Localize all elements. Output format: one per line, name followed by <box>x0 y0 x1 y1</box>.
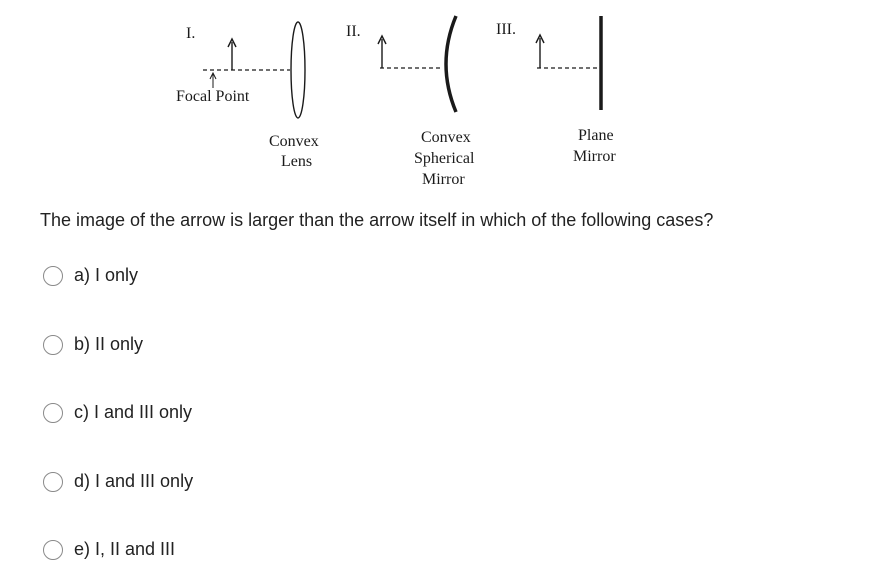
option-b-label: b) II only <box>74 334 144 354</box>
spherical-mirror-label-line-3: Mirror <box>422 171 465 188</box>
option-c[interactable] <box>43 402 192 423</box>
spherical-mirror-label-line-1: Convex <box>421 129 471 146</box>
option-c-label: c) I and III only <box>74 402 193 422</box>
case-two-object-arrow <box>378 36 386 68</box>
option-d-label: d) I and III only <box>74 471 194 491</box>
case-one-label: I. <box>186 25 196 42</box>
focal-point-marker <box>210 73 216 88</box>
option-e-label: e) I, II and III <box>74 539 176 559</box>
spherical-mirror-label-line-2: Spherical <box>414 150 475 167</box>
question-text: The image of the arrow is larger than the arrow itself in which of the following cases? <box>40 210 714 230</box>
option-b[interactable] <box>43 334 143 355</box>
case-three-object-arrow <box>536 35 544 68</box>
radio-circle-icon[interactable] <box>43 472 63 492</box>
case-three-label: III. <box>496 21 516 38</box>
focal-point-label: Focal Point <box>176 88 250 105</box>
convex-spherical-mirror-shape <box>446 16 456 112</box>
convex-lens-shape <box>291 22 305 118</box>
plane-mirror-label-line-1: Plane <box>578 127 614 144</box>
case-one-object-arrow <box>228 39 236 70</box>
optics-diagram <box>0 0 887 200</box>
option-e[interactable] <box>43 539 175 560</box>
radio-circle-icon[interactable] <box>43 403 63 423</box>
radio-circle-icon[interactable] <box>43 335 63 355</box>
option-d[interactable] <box>43 471 193 492</box>
lens-label-line-1: Convex <box>269 133 319 150</box>
lens-label-line-2: Lens <box>281 153 313 170</box>
option-a[interactable] <box>43 265 138 286</box>
radio-circle-icon[interactable] <box>43 540 63 560</box>
radio-circle-icon[interactable] <box>43 266 63 286</box>
option-a-label: a) I only <box>74 265 139 285</box>
plane-mirror-label-line-2: Mirror <box>573 148 616 165</box>
case-two-label: II. <box>346 23 361 40</box>
